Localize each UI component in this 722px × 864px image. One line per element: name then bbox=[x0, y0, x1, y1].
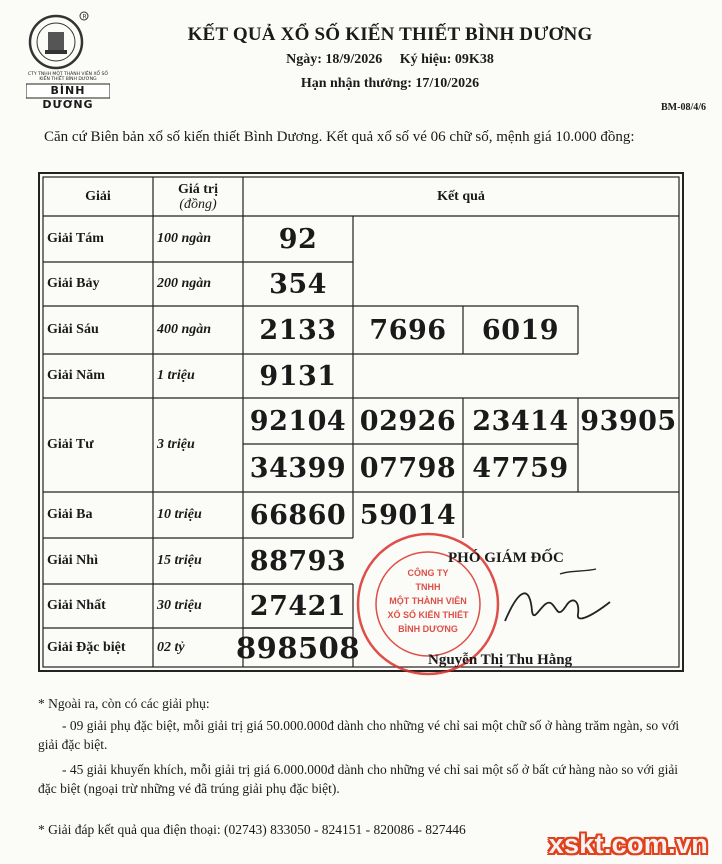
draw-date-code: Ngày: 18/9/2026 Ký hiệu: 09K38 bbox=[286, 52, 494, 67]
prize-value-5: 1 triệu bbox=[157, 368, 195, 383]
header-prize: Giải bbox=[85, 189, 111, 204]
winning-number: 59014 bbox=[359, 499, 457, 531]
winning-number: 2133 bbox=[259, 314, 337, 346]
hotline-text: * Giải đáp kết quả qua điện thoại: (02743) 833050 - 824151 - 820086 - 827446 bbox=[38, 822, 466, 837]
site-watermark: xskt.com.vn bbox=[548, 829, 708, 859]
special-prize-number: 898508 bbox=[235, 630, 361, 665]
prize-value-1: 30 triệu bbox=[157, 598, 202, 613]
company-logo bbox=[26, 10, 110, 111]
header-value-label: Giá trị bbox=[177, 181, 219, 197]
stamp-line: XỔ SỐ KIẾN THIẾT bbox=[387, 610, 469, 620]
prize-value-2: 15 triệu bbox=[157, 553, 202, 568]
winning-number: 07798 bbox=[359, 452, 457, 484]
prize-name-3: Giải Ba bbox=[47, 507, 93, 522]
winning-number: 34399 bbox=[249, 452, 347, 484]
prize-value-3: 10 triệu bbox=[157, 507, 202, 522]
svg-text:R: R bbox=[82, 13, 87, 21]
stamp-line: TNHH bbox=[415, 582, 441, 592]
prize-name-6: Giải Sáu bbox=[47, 322, 99, 337]
signer-name: Nguyễn Thị Thu Hằng bbox=[428, 652, 573, 668]
winning-number: 47759 bbox=[472, 452, 569, 484]
winning-number: 6019 bbox=[481, 314, 560, 346]
logo-caption: CTY TNHH MỘT THÀNH VIÊN XỔ SỐ KIẾN THIẾT BÌNH DƯƠNG bbox=[28, 72, 108, 82]
winning-number: 02926 bbox=[359, 405, 457, 437]
logo-brand: BÌNH DƯƠNG bbox=[42, 84, 94, 111]
page-title: KẾT QUẢ XỔ SỐ KIẾN THIẾT BÌNH DƯƠNG bbox=[187, 24, 593, 45]
prize-value-7: 200 ngàn bbox=[157, 276, 212, 291]
header-value bbox=[153, 177, 243, 216]
extra-prizes-heading: * Ngoài ra, còn có các giải phụ: bbox=[38, 696, 210, 711]
winning-number: 354 bbox=[269, 268, 327, 300]
stamp-text bbox=[348, 566, 508, 636]
winning-number: 93905 bbox=[580, 405, 677, 437]
prize-value-8: 100 ngàn bbox=[157, 231, 212, 246]
stamp-line: BÌNH DƯƠNG bbox=[398, 624, 458, 634]
prize-name-5: Giải Năm bbox=[47, 368, 105, 383]
handwritten-signature bbox=[500, 566, 620, 636]
prize-name-4: Giải Tư bbox=[47, 437, 94, 452]
header-value-unit: (đồng) bbox=[179, 196, 217, 212]
prize-name-7: Giải Bảy bbox=[47, 276, 100, 291]
winning-number: 88793 bbox=[249, 545, 347, 577]
winning-number: 27421 bbox=[249, 590, 347, 622]
prize-name-1: Giải Nhất bbox=[47, 598, 106, 613]
winning-number: 9131 bbox=[259, 360, 337, 392]
header-result: Kết quả bbox=[437, 189, 485, 204]
extra-prize-note-2: - 45 giải khuyến khích, mỗi giải trị giá 6.000.000đ dành cho những vé chỉ sai một số ở bất cứ hàng nào so với giải đặc biệt (ngoại trừ những vé đã trúng giải phụ đặc biệt). bbox=[38, 762, 679, 796]
claim-deadline: Hạn nhận thưởng: 17/10/2026 bbox=[300, 76, 480, 91]
prize-name-2: Giải Nhì bbox=[47, 553, 98, 568]
prize-name-special: Giải Đặc biệt bbox=[47, 639, 126, 655]
winning-number: 23414 bbox=[472, 405, 569, 437]
stamp-line: MỘT THÀNH VIÊN bbox=[389, 596, 467, 606]
winning-number: 66860 bbox=[249, 499, 347, 531]
winning-number: 7696 bbox=[369, 314, 447, 346]
extra-prize-note-1: - 09 giải phụ đặc biệt, mỗi giải trị giá 50.000.000đ dành cho những vé chỉ sai một chữ số ở hàng trăm ngàn, so với giải đặc biệt. bbox=[38, 718, 680, 752]
prize-value-6: 400 ngàn bbox=[157, 322, 212, 337]
signer-title: PHÓ GIÁM ĐỐC bbox=[448, 550, 564, 566]
winning-number: 92 bbox=[278, 223, 318, 255]
form-code: BM-08/4/6 bbox=[661, 102, 706, 113]
stamp-line: CÔNG TY bbox=[407, 568, 449, 578]
prize-value-special: 02 tỷ bbox=[157, 639, 185, 655]
intro-text: Căn cứ Biên bản xổ số kiến thiết Bình Dương. Kết quả xổ số vé 06 chữ số, mệnh giá 10.000 đồng: bbox=[44, 129, 635, 145]
prize-value-4: 3 triệu bbox=[157, 437, 195, 452]
prize-name-8: Giải Tám bbox=[47, 231, 104, 246]
winning-number: 92104 bbox=[249, 405, 347, 437]
